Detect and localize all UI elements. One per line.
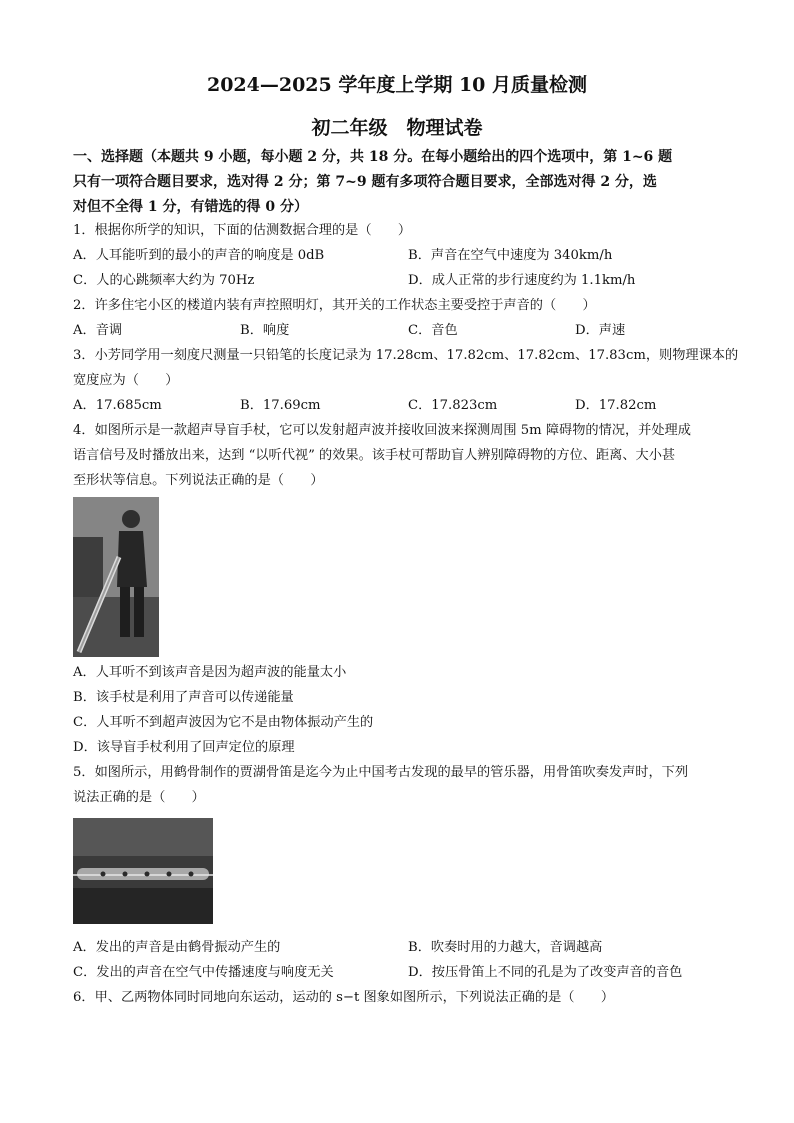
- q4-stem-line-3: 至形状等信息。下列说法正确的是（ ）: [73, 473, 324, 488]
- exam-subtitle: 初二年级 物理试卷: [311, 117, 483, 139]
- q2-option-c: C．音色: [408, 323, 458, 338]
- q3-stem-line-1: 3．小芳同学用一刻度尺测量一只铅笔的长度记录为 17.28cm、17.82cm、17.82cm、17.83cm，则物理课本的: [73, 348, 739, 363]
- q2-stem: 2．许多住宅小区的楼道内装有声控照明灯，其开关的工作状态主要受控于声音的（ ）: [73, 298, 596, 313]
- q4-option-c: C．人耳听不到超声波因为它不是由物体振动产生的: [73, 715, 374, 730]
- q6-stem: 6．甲、乙两物体同时同地向东运动，运动的 s−t 图象如图所示，下列说法正确的是（ ）: [73, 990, 615, 1005]
- q3-option-d: D．17.82cm: [575, 398, 657, 413]
- q5-stem-line-1: 5．如图所示，用鹤骨制作的贾湖骨笛是迄今为止中国考古发现的最早的管乐器，用骨笛吹奏发声时，下列: [73, 765, 689, 780]
- q4-option-d: D．该导盲手杖利用了回声定位的原理: [73, 740, 295, 755]
- q5-option-b: B．吹奏时用的力越大，音调越高: [408, 940, 603, 955]
- q1-stem: 1．根据你所学的知识，下面的估测数据合理的是（ ）: [73, 223, 412, 238]
- section-heading-line-1: 一、选择题（本题共 9 小题，每小题 2 分，共 18 分。在每小题给出的四个选项中，第 1~6 题: [73, 149, 673, 165]
- q4-stem-line-1: 4．如图所示是一款超声导盲手杖，它可以发射超声波并接收回波来探测周围 5m 障碍物的情况，并处理成: [73, 423, 691, 438]
- q5-stem-line-2: 说法正确的是（ ）: [73, 790, 205, 805]
- section-heading-line-2: 只有一项符合题目要求，选对得 2 分；第 7~9 题有多项符合题目要求，全部选对得 2 分，选: [73, 174, 657, 190]
- q1-option-d: D．成人正常的步行速度约为 1.1km/h: [408, 273, 636, 288]
- q3-stem-line-2: 宽度应为（ ）: [73, 373, 179, 388]
- bone-flute-figure: [73, 818, 213, 924]
- q1-option-c: C．人的心跳频率大约为 70Hz: [73, 273, 255, 288]
- q3-option-a: A．17.685cm: [73, 398, 162, 413]
- q1-option-b: B．声音在空气中速度为 340km/h: [408, 248, 613, 263]
- q3-option-c: C．17.823cm: [408, 398, 498, 413]
- q4-option-a: A．人耳听不到该声音是因为超声波的能量太小: [73, 665, 347, 680]
- q3-option-b: B．17.69cm: [240, 398, 321, 413]
- q5-option-d: D．按压骨笛上不同的孔是为了改变声音的音色: [408, 965, 683, 980]
- q4-option-b: B．该手杖是利用了声音可以传递能量: [73, 690, 294, 705]
- q5-option-c: C．发出的声音在空气中传播速度与响度无关: [73, 965, 334, 980]
- q2-option-d: D．声速: [575, 323, 626, 338]
- q2-option-a: A．音调: [73, 323, 123, 338]
- q1-option-a: A．人耳能听到的最小的声音的响度是 0dB: [73, 248, 325, 263]
- q5-option-a: A．发出的声音是由鹤骨振动产生的: [73, 940, 281, 955]
- section-heading-line-3: 对但不全得 1 分，有错选的得 0 分）: [73, 199, 308, 215]
- exam-title: 2024—2025 学年度上学期 10 月质量检测: [206, 74, 588, 96]
- bone-flute-photo: [73, 818, 213, 924]
- guide-cane-figure: [73, 497, 159, 657]
- guide-cane-photo: [73, 497, 159, 657]
- q2-option-b: B．响度: [240, 323, 290, 338]
- q4-stem-line-2: 语言信号及时播放出来，达到 “以听代视” 的效果。该手杖可帮助盲人辨别障碍物的方位、距离、大小甚: [73, 448, 676, 463]
